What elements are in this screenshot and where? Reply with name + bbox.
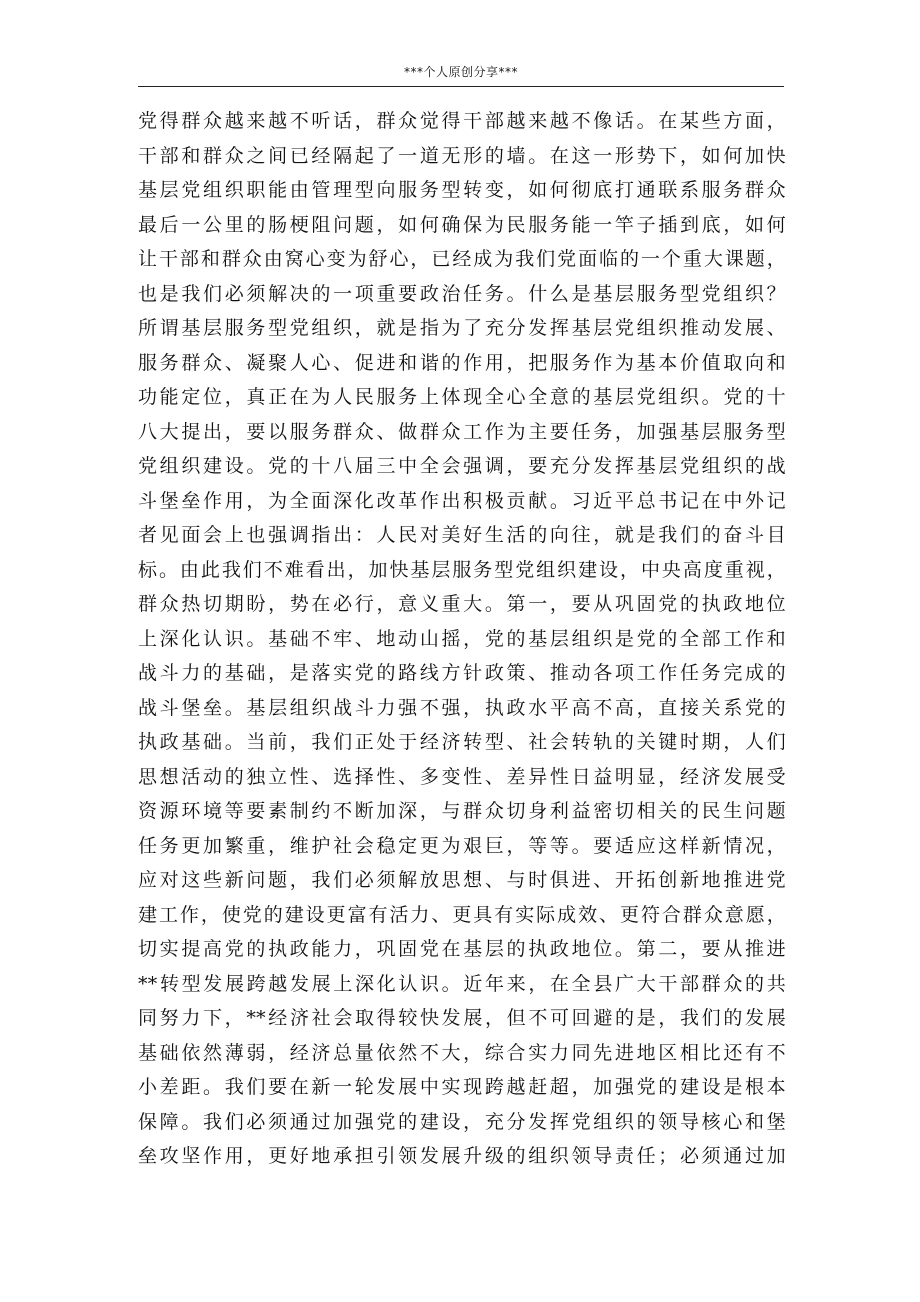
text-line: 垒攻坚作用，更好地承担引领发展升级的组织领导责任；必须通过加 xyxy=(138,1145,786,1167)
header-text: ***个人原创分享*** xyxy=(403,65,518,79)
text-line: 标。由此我们不难看出，加快基层服务型党组织建设，中央高度重视， xyxy=(138,558,786,581)
text-line: 切实提高党的执政能力，巩固党在基层的执政地位。第二，要从推进 xyxy=(138,938,786,960)
text-line: 最后一公里的肠梗阻问题，如何确保为民服务能一竿子插到底，如何 xyxy=(138,213,786,236)
text-line: 让干部和群众由窝心变为舒心，已经成为我们党面临的一个重大课题， xyxy=(138,248,786,270)
text-line: 建工作，使党的建设更富有活力、更具有实际成效、更符合群众意愿， xyxy=(138,903,786,926)
text-line: 任务更加繁重，维护社会稳定更为艰巨，等等。要适应这样新情况， xyxy=(138,834,786,857)
text-line: 功能定位，真正在为人民服务上体现全心全意的基层党组织。党的十 xyxy=(138,386,786,408)
text-line: 资源环境等要素制约不断加深，与群众切身利益密切相关的民生问题 xyxy=(138,800,786,822)
text-line: 也是我们必须解决的一项重要政治任务。什么是基层服务型党组织？ xyxy=(138,282,786,305)
text-line: 斗堡垒作用，为全面深化改革作出积极贡献。习近平总书记在中外记 xyxy=(138,489,786,512)
text-line: 干部和群众之间已经隔起了一道无形的墙。在这一形势下，如何加快 xyxy=(138,144,786,167)
text-line: 应对这些新问题，我们必须解放思想、与时俱进、开拓创新地推进党 xyxy=(138,869,786,891)
text-line: 八大提出，要以服务群众、做群众工作为主要任务，加强基层服务型 xyxy=(138,420,786,443)
text-line: 同努力下，**经济社会取得较快发展，但不可回避的是，我们的发展 xyxy=(138,1007,786,1029)
text-line: 战斗力的基础，是落实党的路线方针政策、推动各项工作任务完成的 xyxy=(138,662,786,684)
text-line: 战斗堡垒。基层组织战斗力强不强，执政水平高不高，直接关系党的 xyxy=(138,696,786,719)
text-line: 基础依然薄弱，经济总量依然不大，综合实力同先进地区相比还有不 xyxy=(138,1041,786,1064)
text-line: **转型发展跨越发展上深化认识。近年来，在全县广大干部群众的共 xyxy=(138,972,786,995)
page-header xyxy=(138,58,784,87)
body-text xyxy=(138,104,786,1174)
text-line: 执政基础。当前，我们正处于经济转型、社会转轨的关键时期，人们 xyxy=(138,731,786,753)
text-line: 群众热切期盼，势在必行，意义重大。第一，要从巩固党的执政地位 xyxy=(138,593,786,615)
text-line: 保障。我们必须通过加强党的建设，充分发挥党组织的领导核心和堡 xyxy=(138,1110,786,1133)
text-line: 基层党组织职能由管理型向服务型转变，如何彻底打通联系服务群众 xyxy=(138,179,786,201)
text-line: 服务群众、凝聚人心、促进和谐的作用，把服务作为基本价值取向和 xyxy=(138,351,786,374)
text-line: 小差距。我们要在新一轮发展中实现跨越赶超，加强党的建设是根本 xyxy=(138,1076,786,1098)
text-line: 党组织建设。党的十八届三中全会强调，要充分发挥基层党组织的战 xyxy=(138,455,786,477)
text-line: 者见面会上也强调指出：人民对美好生活的向往，就是我们的奋斗目 xyxy=(138,524,786,546)
text-line: 党得群众越来越不听话，群众觉得干部越来越不像话。在某些方面， xyxy=(138,110,786,132)
text-line: 思想活动的独立性、选择性、多变性、差异性日益明显，经济发展受 xyxy=(138,765,786,788)
text-line: 所谓基层服务型党组织，就是指为了充分发挥基层党组织推动发展、 xyxy=(138,317,786,339)
text-line: 上深化认识。基础不牢、地动山摇，党的基层组织是党的全部工作和 xyxy=(138,627,786,650)
